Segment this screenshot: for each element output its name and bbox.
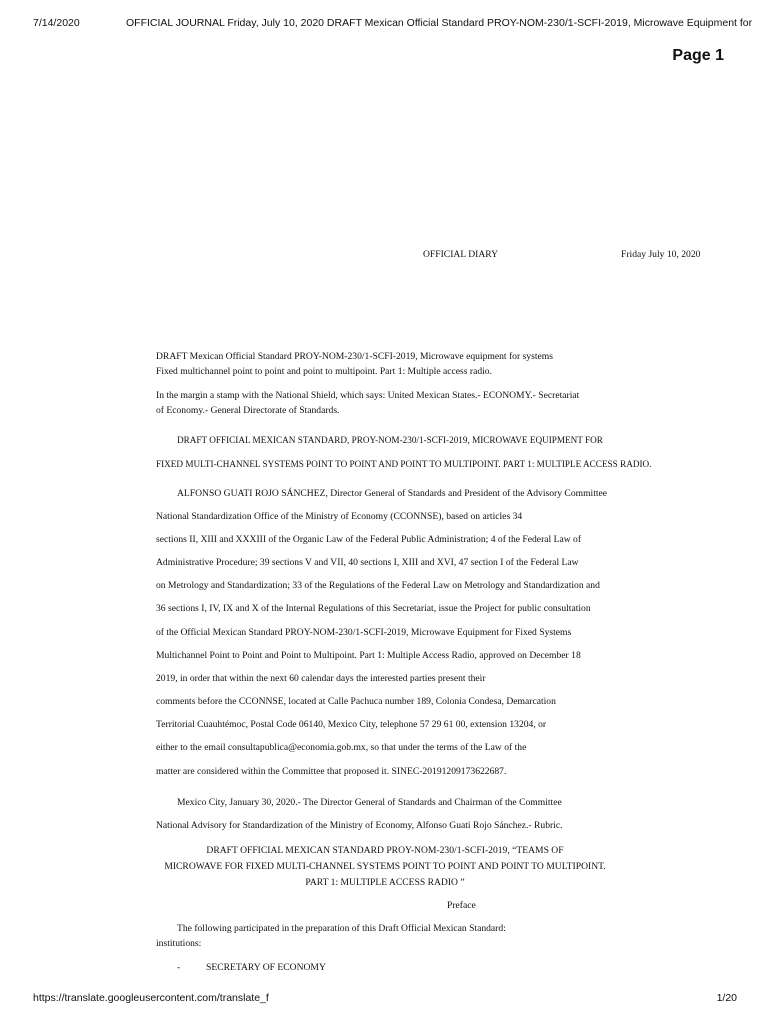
intro-line: In the margin a stamp with the National Shield, which says: United Mexican States.- ECONOMY.- Secretariat (156, 390, 580, 401)
standard-title-line: MICROWAVE FOR FIXED MULTI-CHANNEL SYSTEMS POINT TO POINT AND POINT TO MULTIPOINT. (164, 861, 606, 872)
body-line: Administrative Procedure; 39 sections V and VII, 40 sections I, XIII and XVI, 47 section I of the Federal Law (156, 557, 579, 568)
body-line: Multichannel Point to Point and Point to Multipoint. Part 1: Multiple Access Radio, approved on December 18 (156, 650, 581, 661)
intro-line: of Economy.- General Directorate of Standards. (156, 405, 340, 416)
standard-title-line: PART 1: MULTIPLE ACCESS RADIO ” (305, 877, 465, 888)
body-line: National Standardization Office of the Ministry of Economy (CCONNSE), based on articles 34 (156, 511, 523, 522)
print-header-title: OFFICIAL JOURNAL Friday, July 10, 2020 DRAFT Mexican Official Standard PROY-NOM-230/1-SCFI-2019, Microwave Equipment for (126, 17, 753, 29)
print-header-date: 7/14/2020 (33, 17, 80, 29)
preface-text: The following participated in the preparation of this Draft Official Mexican Standard: (177, 923, 506, 934)
body-line: Territorial Cuauhtémoc, Postal Code 06140, Mexico City, telephone 57 29 61 00, extension 13204, or (156, 719, 547, 730)
body-line: either to the email consultapublica@economia.gob.mx, so that under the terms of the Law of the (156, 742, 527, 753)
draft-heading-line: FIXED MULTI-CHANNEL SYSTEMS POINT TO POINT AND POINT TO MULTIPOINT. PART 1: MULTIPLE ACCESS RADIO. (156, 459, 652, 469)
body-line: of the Official Mexican Standard PROY-NOM-230/1-SCFI-2019, Microwave Equipment for Fixed Systems (156, 627, 572, 638)
print-footer-url: https://translate.googleusercontent.com/translate_f (33, 992, 269, 1004)
body-line: ALFONSO GUATI ROJO SÁNCHEZ, Director General of Standards and President of the Advisory Committee (177, 488, 608, 499)
page-label: Page 1 (672, 47, 724, 64)
body-line: 36 sections I, IV, IX and X of the Internal Regulations of this Secretariat, issue the Project for public consultation (156, 603, 591, 614)
list-item: SECRETARY OF ECONOMY (206, 962, 326, 973)
preface-text: institutions: (156, 938, 202, 949)
preface-heading: Preface (447, 900, 476, 911)
signature-line: National Advisory for Standardization of the Ministry of Economy, Alfonso Guati Rojo Sánchez.- Rubric. (156, 820, 563, 831)
body-line: sections II, XIII and XXXIII of the Organic Law of the Federal Public Administration; 4 of the Federal Law of (156, 534, 582, 545)
intro-line: DRAFT Mexican Official Standard PROY-NOM-230/1-SCFI-2019, Microwave equipment for systems (156, 351, 553, 362)
body-line: matter are considered within the Committee that proposed it. SINEC-20191209173622687. (156, 766, 507, 777)
body-line: 2019, in order that within the next 60 calendar days the interested parties present their (156, 673, 486, 684)
signature-line: Mexico City, January 30, 2020.- The Director General of Standards and Chairman of the Committee (177, 797, 562, 808)
standard-title-line: DRAFT OFFICIAL MEXICAN STANDARD PROY-NOM-230/1-SCFI-2019, “TEAMS OF (206, 845, 564, 856)
list-bullet: - (177, 962, 181, 973)
body-line: comments before the CCONNSE, located at Calle Pachuca number 189, Colonia Condesa, Demarcation (156, 696, 556, 707)
intro-line: Fixed multichannel point to point and point to multipoint. Part 1: Multiple access radio. (156, 366, 493, 377)
masthead-date: Friday July 10, 2020 (621, 249, 701, 260)
draft-heading-line: DRAFT OFFICIAL MEXICAN STANDARD, PROY-NOM-230/1-SCFI-2019, MICROWAVE EQUIPMENT FOR (177, 435, 603, 445)
masthead-title: OFFICIAL DIARY (423, 249, 499, 260)
body-line: on Metrology and Standardization; 33 of the Regulations of the Federal Law on Metrology and Standardization and (156, 580, 600, 591)
print-footer-page-number: 1/20 (716, 992, 737, 1004)
